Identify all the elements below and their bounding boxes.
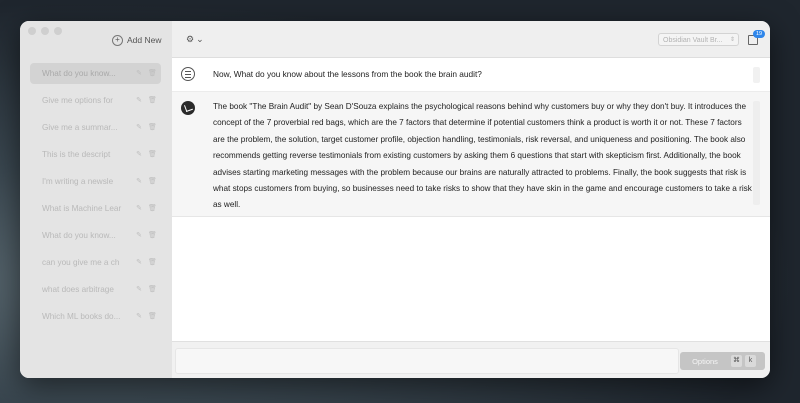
vault-select[interactable]	[658, 33, 739, 46]
assistant-message	[172, 92, 770, 217]
user-avatar-icon	[181, 67, 195, 81]
chat-item[interactable]	[30, 63, 161, 84]
sparkle-settings-icon: ⚙	[186, 34, 195, 44]
chat-item-title: Which ML books do...	[42, 312, 121, 321]
minimize-window-button[interactable]	[41, 27, 49, 35]
assistant-avatar-icon	[181, 101, 195, 115]
chat-item[interactable]	[30, 171, 161, 192]
add-new-label: Add New	[127, 35, 162, 45]
options-label: Options	[692, 356, 718, 366]
chat-item-title: What do you know...	[42, 231, 116, 240]
chat-item[interactable]	[30, 252, 161, 273]
trash-icon[interactable]: 🗑	[148, 124, 157, 131]
user-message-text: Now, What do you know about the lessons from the book the brain audit?	[213, 69, 482, 79]
window-controls	[28, 27, 62, 35]
composer	[172, 341, 770, 378]
chat-item-title: This is the descript	[42, 150, 111, 159]
app-window	[20, 21, 770, 378]
chat-item-title: Give me a summar...	[42, 123, 118, 132]
chat-item[interactable]	[30, 90, 161, 111]
edit-icon[interactable]: ✎	[136, 178, 142, 185]
edit-icon[interactable]: ✎	[136, 313, 142, 320]
options-button[interactable]	[680, 352, 765, 370]
chat-item[interactable]	[30, 198, 161, 219]
chat-item-title: What is Machine Lear	[42, 204, 122, 213]
chevron-down-icon: ⌄	[196, 34, 204, 44]
chevron-updown-icon: ⇕	[729, 37, 735, 43]
chat-item-title: can you give me a ch	[42, 258, 120, 267]
top-bar	[172, 21, 770, 58]
close-window-button[interactable]	[28, 27, 36, 35]
edit-icon[interactable]: ✎	[136, 259, 142, 266]
user-message	[172, 58, 770, 92]
conversation-panel	[172, 58, 770, 341]
notifications-button[interactable]	[748, 31, 763, 45]
assistant-message-text: The book "The Brain Audit" by Sean D'Souza explains the psychological reasons behind why customers buy or why they don't buy. It introduces the concept of the 7 proverbial red bags, which are the 7 factors that determine if potential customers think a product is worth it or not. These 7 factors are the problem, the solution, target customer profile, objection handling, testimonials, risk reversal, and uniqueness and positioning. The book also recommends getting reverse testimonials from existing customers by asking them 6 questions that start with skepticism first. Additionally, the book advises starting marketing messages with the problem because our brains are naturally attracted to problems. Finally, the book suggests that risk is what stops customers from buying, so businesses need to take risks to show that they have skin in the game and encourage customers to take a risk as well.	[213, 102, 752, 210]
zoom-window-button[interactable]	[54, 27, 62, 35]
chat-item[interactable]	[30, 306, 161, 327]
edit-icon[interactable]: ✎	[136, 151, 142, 158]
edit-icon[interactable]: ✎	[136, 286, 142, 293]
message-input[interactable]	[175, 348, 679, 374]
model-settings-button[interactable]	[186, 34, 204, 45]
chat-item[interactable]	[30, 144, 161, 165]
edit-icon[interactable]: ✎	[136, 205, 142, 212]
trash-icon[interactable]: 🗑	[148, 97, 157, 104]
edit-icon[interactable]: ✎	[136, 97, 142, 104]
chat-item[interactable]	[30, 279, 161, 300]
sidebar	[20, 21, 173, 378]
vault-select-value: Obsidian Vault Br...	[663, 37, 723, 44]
message-scrollbar[interactable]	[753, 67, 760, 83]
edit-icon[interactable]: ✎	[136, 70, 142, 77]
command-key-badge: ⌘	[731, 355, 742, 367]
add-new-button[interactable]	[112, 33, 162, 47]
trash-icon[interactable]: 🗑	[148, 151, 157, 158]
chat-item-title: Give me options for	[42, 96, 113, 105]
trash-icon[interactable]: 🗑	[148, 313, 157, 320]
trash-icon[interactable]: 🗑	[148, 259, 157, 266]
chat-list	[30, 63, 161, 333]
k-key-badge: k	[745, 355, 756, 367]
chat-item[interactable]	[30, 117, 161, 138]
chat-item[interactable]	[30, 225, 161, 246]
plus-circle-icon: +	[112, 35, 123, 46]
edit-icon[interactable]: ✎	[136, 124, 142, 131]
trash-icon[interactable]: 🗑	[148, 286, 157, 293]
notification-badge: 19	[753, 30, 765, 38]
chat-item-title: What do you know...	[42, 69, 116, 78]
message-scrollbar[interactable]	[753, 101, 760, 205]
chat-item-title: what does arbitrage	[42, 285, 114, 294]
trash-icon[interactable]: 🗑	[148, 205, 157, 212]
trash-icon[interactable]: 🗑	[148, 232, 157, 239]
trash-icon[interactable]: 🗑	[148, 70, 157, 77]
edit-icon[interactable]: ✎	[136, 232, 142, 239]
chat-item-title: I'm writing a newsle	[42, 177, 114, 186]
trash-icon[interactable]: 🗑	[148, 178, 157, 185]
